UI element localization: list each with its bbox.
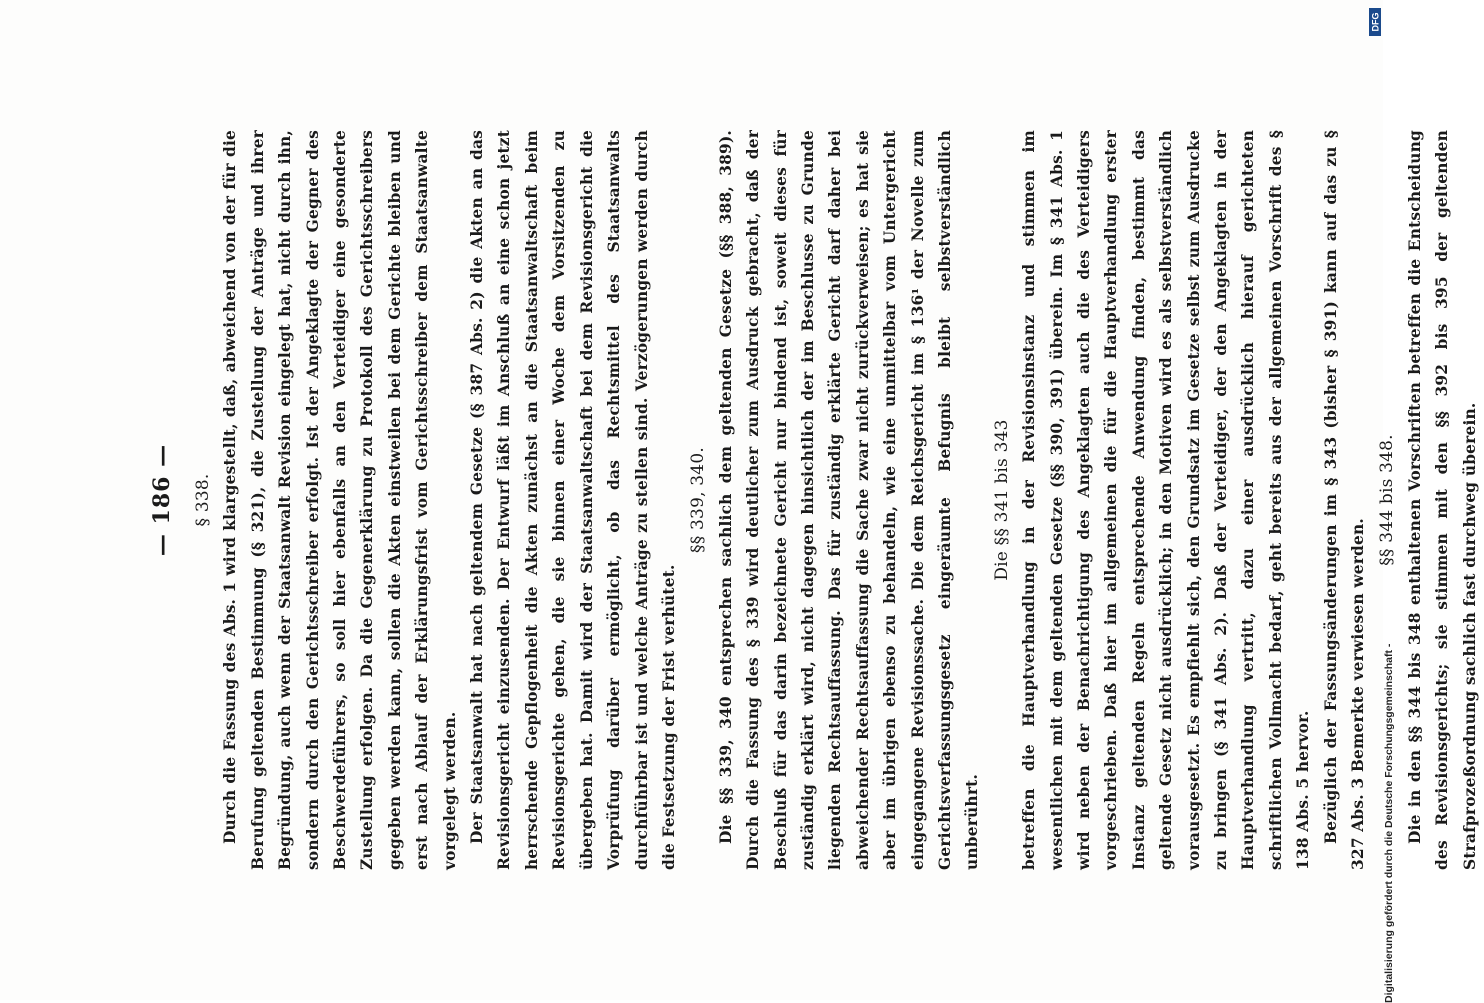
funding-note-text: Digitalisierung gefördert durch die Deutsche Forschungsgemeinschaft - bbox=[1383, 643, 1395, 1003]
paragraph: betreffen die Hauptverhandlung in der Revisionsinstanz und stimmen im wesentlichen mit dem geltenden Gesetze (§§ 390, 391) überein. Im § 341 Abs. 1 wird neben der Benachrichtigung des Angeklagten auch die des Verteidigers vorgeschrieben. Daß hier im allgemeinen die für die Hauptverhandlung erster Instanz geltenden Regeln entsprechende Anwendung finden, bestimmt das geltende Gesetz nicht ausdrücklich; in den Motiven wird es als selbstverständlich vorausgesetzt. Es empfiehlt sich, den Grundsatz im Gesetze selbst zum Ausdrucke zu bringen (§ 341 Abs. 2). Daß der Verteidiger, der den Angeklagten in der Hauptverhandlung vertritt, dazu einer ausdrücklich hierauf gerichteten schriftlichen Vollmacht bedarf, geht bereits aus der allgemeinen Vorschrift des § 138 Abs. 5 hervor. bbox=[1020, 130, 1313, 870]
section-339-340 bbox=[685, 130, 986, 870]
paragraph: Die §§ 339, 340 entsprechen sachlich dem geltenden Gesetze (§§ 388, 389). Durch die Fassung des § 339 wird deutlicher zum Ausdruck gebracht, daß der Beschluß für das darin bezeichnete Gericht nur bindend ist, soweit dieses für zuständig erklärt wird, nicht dagegen hinsichtlich der im Beschlusse zu Grunde liegenden Rechtsauffassung. Das für zuständig erklärte Gericht darf daher bei abweichender Rechtsauffassung die Sache zwar nicht zurückverweisen; es hat sie aber im übrigen ebenso zu behandeln, wie eine unmittelbar vom Untergericht eingegangene Revisionssache. Die dem Reichsgericht im § 136¹ der Novelle zum Gerichtsverfassungsgesetz eingeräumte Befugnis bleibt selbstverständlich unberührt. bbox=[716, 130, 982, 870]
section-title: § 338. bbox=[193, 473, 213, 527]
section-title: §§ 344 bis 348. bbox=[1377, 434, 1398, 566]
paragraph: Der Staatsanwalt hat nach geltendem Gesetze (§ 387 Abs. 2) die Akten an das Revisionsgericht einzusenden. Der Entwurf läßt im Anschluß an eine schon jetzt herrschende Gepflogenheit die Akten zunächst an die Staatsanwaltschaft beim Revisionsgerichte gehen, die sie binnen einer Woche dem Vorsitzenden zu übergeben hat. Damit wird der Staatsanwaltschaft bei dem Revisionsgericht die Vorprüfung darüber ermöglicht, ob das Rechtsmittel des Staatsanwalts durchführbar ist und welche Anträge zu stellen sind. Verzögerungen werden durch die Festsetzung der Frist verhütet. bbox=[468, 130, 678, 870]
section-title: §§ 339, 340. bbox=[688, 447, 709, 553]
section-341-343 bbox=[989, 130, 1373, 870]
rotated-text-block bbox=[140, 130, 1484, 870]
paragraph: Durch die Fassung des Abs. 1 wird klargestellt, daß, abweichend von der für die Berufung geltenden Bestimmung (§ 321), die Zustellung der Anträge und ihrer Begründung, auch wenn der Staatsanwalt Revision eingelegt hat, nicht durch ihn, sondern durch den Gerichtsschreiber erfolgt. Ist der Angeklagte der Gegner des Beschwerdeführers, so soll hier ebenfalls an den Verteidiger eine gesonderte Zustellung erfolgen. Da die Gegenerklärung zu Protokoll des Gerichtsschreibers gegeben werden kann, sollen die Akten einstweilen bei dem Gerichte bleiben und erst nach Ablauf der Erklärungsfrist vom Gerichtsschreiber dem Staatsanwalte vorgelegt werden. bbox=[221, 130, 459, 870]
section-338 bbox=[190, 130, 683, 870]
paragraph: Bezüglich der Fassungsänderungen im § 343 (bisher § 391) kann auf das zu § 327 Abs. 3 Bemerkte verwiesen werden. bbox=[1321, 130, 1368, 870]
dfg-logo-text: DFG bbox=[1370, 12, 1380, 32]
paragraph: Die in den §§ 344 bis 348 enthaltenen Vorschriften betreffen die Entscheidung des Revisionsgerichts; sie stimmen mit den §§ 392 bis 395 der geltenden Strafprozeßordnung sachlich fast durchweg überein. bbox=[1405, 130, 1479, 870]
page-number: — 186 — bbox=[149, 443, 175, 557]
dfg-logo-icon bbox=[1369, 8, 1381, 36]
section-title: Die §§ 341 bis 343 bbox=[991, 419, 1012, 581]
